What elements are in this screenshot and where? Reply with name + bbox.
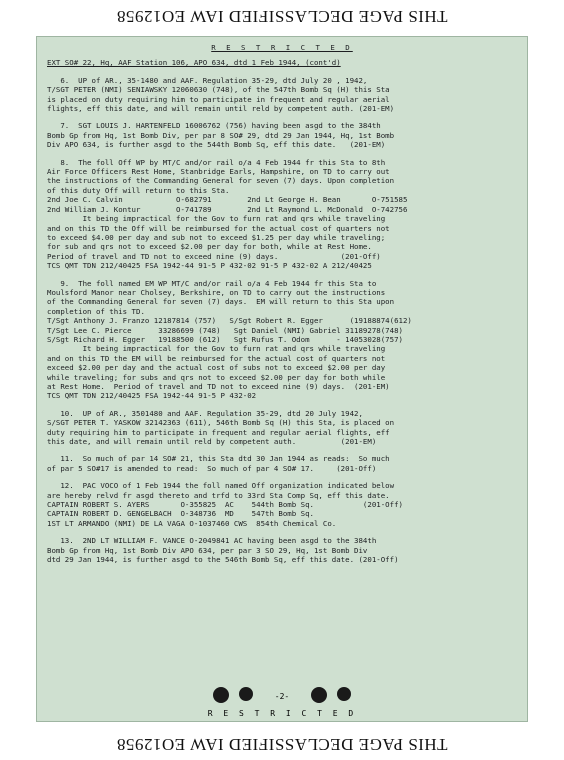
order-paragraph — [47, 454, 517, 473]
classification-footer: R E S T R I C T E D — [207, 709, 357, 718]
paragraph-line: It being impractical for the Gov to furn rat and qrs while traveling — [47, 214, 386, 224]
order-paragraph — [47, 481, 517, 528]
paragraph-line: 8. The foll Off WP by MT/C and/or rail o/a 4 Feb 1944 fr this Sta to 8th — [47, 157, 386, 167]
paragraph-line: T/Sgt Anthony J. Franzo 12187814 (757) S/Sgt Robert R. Egger (19188874(612) — [47, 316, 412, 326]
order-paragraph — [47, 409, 517, 447]
paragraph-line: 12. PAC VOCO of 1 Feb 1944 the foll named Off organization indicated below — [47, 481, 395, 491]
order-paragraph — [47, 279, 517, 401]
order-paragraph — [47, 158, 517, 271]
paragraph-line: CAPTAIN ROBERT S. AYERS O-355825 AC 544th Bomb Sq. (201-Off) — [47, 500, 403, 510]
paragraph-line: of par 5 SO#17 is amended to read: So much of par 4 SO# 17. (201-Off) — [47, 463, 377, 473]
paragraph-line: S/Sgt Richard H. Egger 19188500 (612) Sgt Rufus T. Odom - 14053028(757) — [47, 334, 403, 344]
paragraph-line: 6. UP of AR., 35-1480 and AAF. Regulation 35-29, dtd July 20 , 1942, — [47, 75, 368, 85]
paragraph-line: 10. UP of AR., 3501480 and AAF. Regulation 35-29, dtd 20 July 1942, — [47, 408, 363, 418]
paragraph-line: completion of this TD. — [47, 306, 145, 316]
order-paragraph — [47, 121, 517, 149]
paragraph-line: while traveling; for subs and qrs not to exceed $2.00 per day for both while — [47, 372, 386, 382]
paragraph-line: CAPTAIN ROBERT D. GENGELBACH O-348736 MD 547th Bomb Sq. — [47, 509, 314, 519]
classification-header: R E S T R I C T E D — [211, 43, 353, 52]
paragraph-line: Div APO 634, is further asgd to the 544th Bomb Sq, eff this date. (201-EM) — [47, 140, 386, 150]
paragraph-line: the instructions of the Commanding General for seven (7) days. Upon completion — [47, 176, 395, 186]
paragraph-line: to exceed $4.00 per day and sub not to exceed $1.25 per day while traveling; — [47, 232, 386, 242]
paragraph-line: of this duty Off will return to this Sta. — [47, 185, 230, 195]
order-header: EXT SO# 22, Hq, AAF Station 106, APO 634, dtd 1 Feb 1944, (cont'd) — [47, 58, 341, 68]
paragraph-line: 2nd William J. Kontur O-741789 2nd Lt Raymond L. McDonald O-742756 — [47, 204, 408, 214]
paragraph-line: Period of travel and TD not to exceed nine (9) days. (201-Off) — [47, 251, 381, 261]
paragraph-line: 9. The foll named EM WP MT/C and/or rail o/a 4 Feb 1944 fr this Sta to — [47, 278, 377, 288]
paragraph-line: at Rest Home. Period of travel and TD not to exceed nine (9) days. (201-EM) — [47, 382, 390, 391]
paragraph-line: 2nd Joe C. Calvin O-682791 2nd Lt George H. Bean O-751585 — [47, 195, 408, 205]
declassified-banner-bottom: THIS PAGE DECLASSIFIED IAW EO12958 — [116, 735, 448, 754]
paragraph-line: 13. 2ND LT WILLIAM F. VANCE O-2049841 AC having been asgd to the 384th — [47, 536, 377, 546]
order-paragraph — [47, 76, 517, 114]
paragraph-list — [47, 76, 517, 565]
paragraph-line: Moulsford Manor near Cholsey, Berkshire, on TD to carry out the instructions — [47, 287, 386, 297]
paragraph-line: It being impractical for the Gov to furn rat and qrs while traveling — [47, 344, 386, 354]
paragraph-line: flights, eff this date, and will remain until reld by competent auth. (201-EM) — [47, 104, 395, 114]
document-body — [47, 43, 517, 573]
document-page — [36, 36, 528, 722]
paragraph-line: 7. SGT LOUIS J. HARTENFELD 16006762 (756) having been asgd to the 384th — [47, 121, 381, 131]
declassified-banner-top: THIS PAGE DECLASSIFIED IAW EO12958 — [116, 7, 448, 26]
order-paragraph — [47, 536, 517, 564]
paragraph-line: this date, and will remain until reld by competent auth. (201-EM) — [47, 437, 377, 447]
paragraph-line: 11. So much of par 14 SO# 21, this Sta dtd 30 Jan 1944 as reads: So much — [47, 454, 390, 464]
page-number: -2- — [274, 692, 290, 701]
paragraph-line: Air Force Officers Rest Home, Stanbridge Earls, Hampshire, on TD to carry out — [47, 167, 390, 177]
paragraph-line: T/Sgt Lee C. Pierce 33286699 (748) Sgt Daniel (NMI) Gabriel 31189278(748) — [47, 325, 403, 335]
paragraph-line: and on this TD the Off will be reimbursed for the actual cost of quarters not — [47, 223, 390, 233]
paragraph-line: and on this TD the EM will be reimbursed for the actual cost of quarters not — [47, 353, 386, 363]
paragraph-line: TCS QMT TDN 212/40425 FSA 1942-44 91-5 P 432-02 91-5 P 432-02 A 212/40425 — [47, 261, 372, 271]
paragraph-line: for sub and qrs not to exceed $2.00 per day for both, while at Rest Home. — [47, 242, 372, 252]
paragraph-line: dtd 29 Jan 1944, is further asgd to the 546th Bomb Sq, eff this date. (201-Off) — [47, 555, 399, 565]
paragraph-line: S/SGT PETER T. YASKOW 32142363 (611), 546th Bomb Sq (H) this Sta, is placed on — [47, 418, 395, 428]
paragraph-line: of the Commanding General for seven (7) days. EM will return to this Sta upon — [47, 297, 395, 307]
paragraph-line: Bomb Gp from Hq, 1st Bomb Div APO 634, per par 3 SO 29, Hq, 1st Bomb Div — [47, 545, 368, 555]
paragraph-line: 1ST LT ARMANDO (NMI) DE LA VAGA O-1037460 CWS 854th Chemical Co. — [47, 518, 337, 528]
paragraph-line: TCS QMT TDN 212/40425 FSA 1942-44 91-5 P 432-02 — [47, 391, 257, 401]
paragraph-line: is placed on duty requiring him to participate in frequent and regular aerial — [47, 94, 390, 104]
paragraph-line: are hereby relvd fr asgd thereto and trfd to 33rd Sta Comp Sq, eff this date. — [47, 490, 390, 500]
paragraph-line: exceed $2.00 per day and the actual cost of subs not to exceed $2.00 per day — [47, 363, 386, 373]
paragraph-line: Bomb Gp from Hq, 1st Bomb Div, per par 8 SO# 29, dtd 29 Jan 1944, Hq, 1st Bomb — [47, 130, 395, 140]
paragraph-line: duty requiring him to participate in frequent and regular aerial flights, eff — [47, 427, 390, 437]
paragraph-line: T/SGT PETER (NMI) SENIAWSKY 12060630 (748), of the 547th Bomb Sq (H) this Sta — [47, 85, 390, 95]
